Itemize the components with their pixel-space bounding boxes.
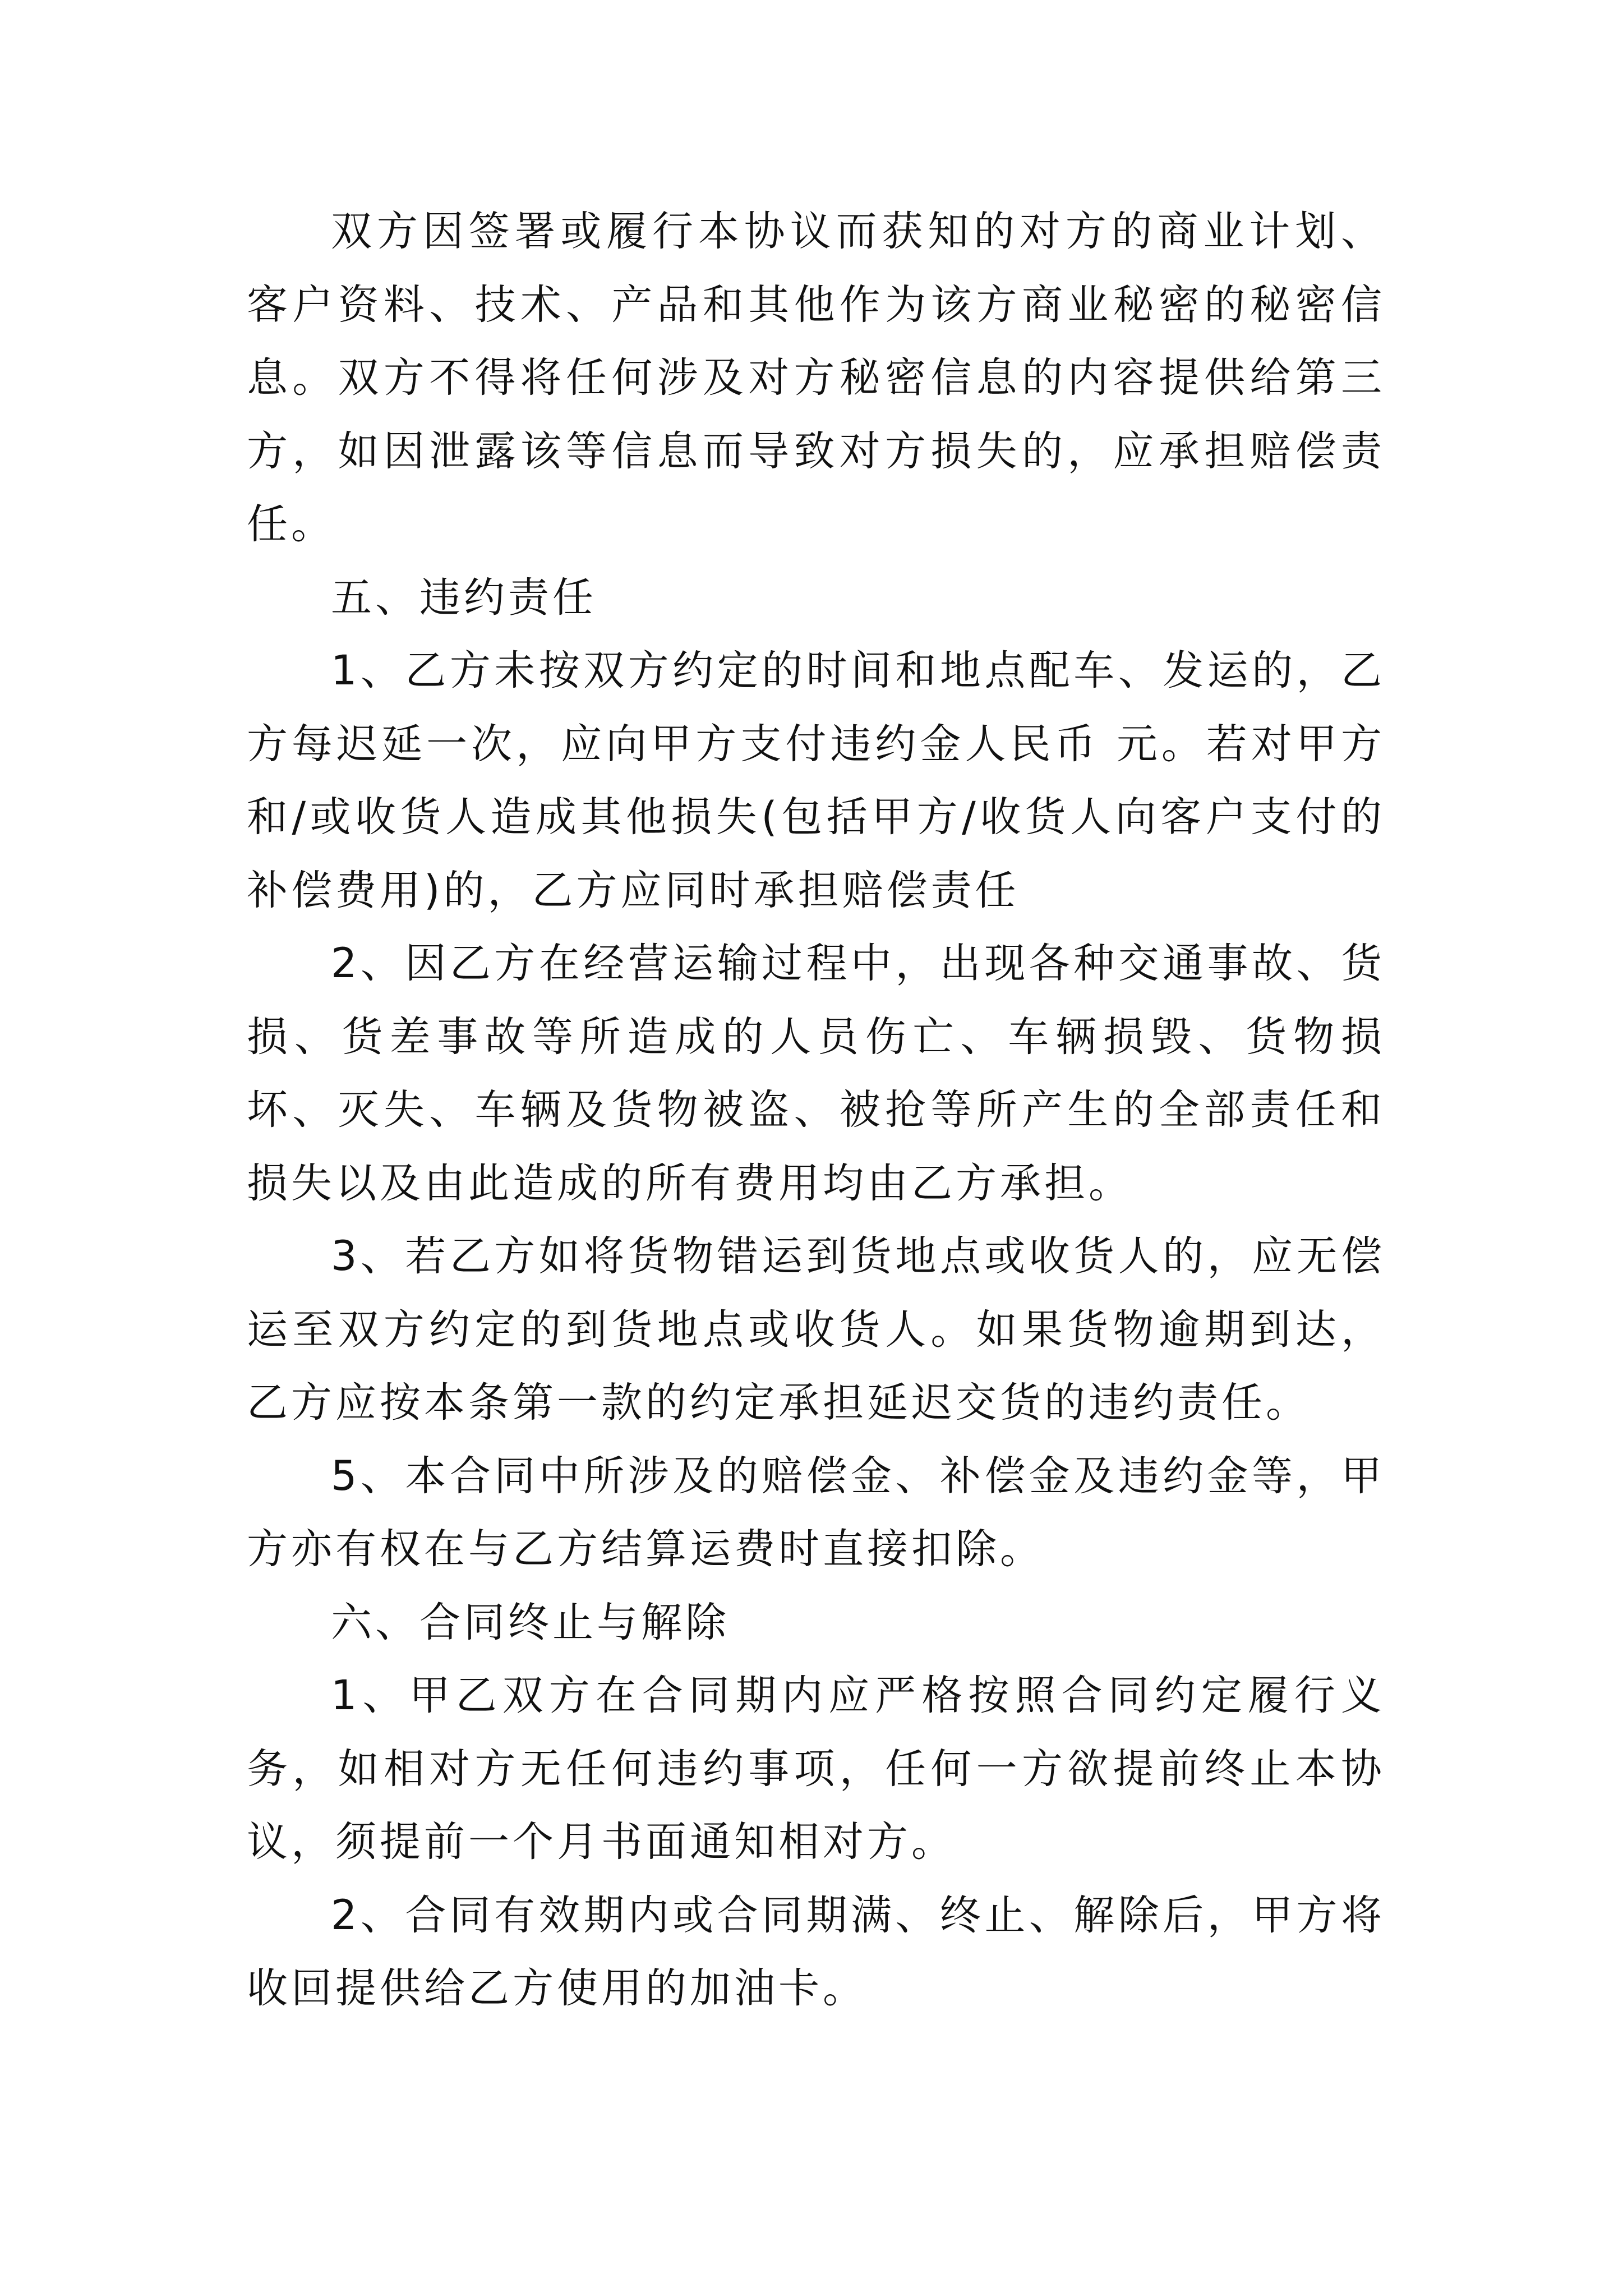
paragraph-termination-1: 1、甲乙双方在合同期内应严格按照合同约定履行义务，如相对方无任何违约事项，任何一方欲提前终止本协议，须提前一个月书面通知相对方。 <box>247 1672 1385 1866</box>
paragraph-breach-5: 5、本合同中所涉及的赔偿金、补偿金及违约金等，甲方亦有权在与乙方结算运费时直接扣除。 <box>247 1452 1385 1573</box>
paragraph-confidentiality: 双方因签署或履行本协议而获知的对方的商业计划、客户资料、技术、产品和其他作为该方商业秘密的秘密信息。双方不得将任何涉及对方秘密信息的内容提供给第三方，如因泄露该等信息而导致对方损失的，应承担赔偿责任。 <box>247 208 1385 548</box>
paragraph-breach-1: 1、乙方未按双方约定的时间和地点配车、发运的，乙方每迟延一次，应向甲方支付违约金人民币 元。若对甲方和/或收货人造成其他损失(包括甲方/收货人向客户支付的补偿费用)的，乙方应同时承担赔偿责任 <box>247 647 1385 914</box>
heading-termination: 六、合同终止与解除 <box>331 1598 730 1646</box>
paragraph-breach-2: 2、因乙方在经营运输过程中，出现各种交通事故、货损、货差事故等所造成的人员伤亡、车辆损毁、货物损坏、灭失、车辆及货物被盗、被抢等所产生的全部责任和损失以及由此造成的所有费用均由乙方承担。 <box>247 940 1385 1207</box>
document-body <box>247 195 1385 2026</box>
heading-breach-liability: 五、违约责任 <box>331 573 597 622</box>
paragraph-breach-3: 3、若乙方如将货物错运到货地点或收货人的，应无偿运至双方约定的到货地点或收货人。如果货物逾期到达，乙方应按本条第一款的约定承担延迟交货的违约责任。 <box>247 1232 1385 1427</box>
paragraph-termination-2: 2、合同有效期内或合同期满、终止、解除后，甲方将收回提供给乙方使用的加油卡。 <box>247 1891 1385 2012</box>
